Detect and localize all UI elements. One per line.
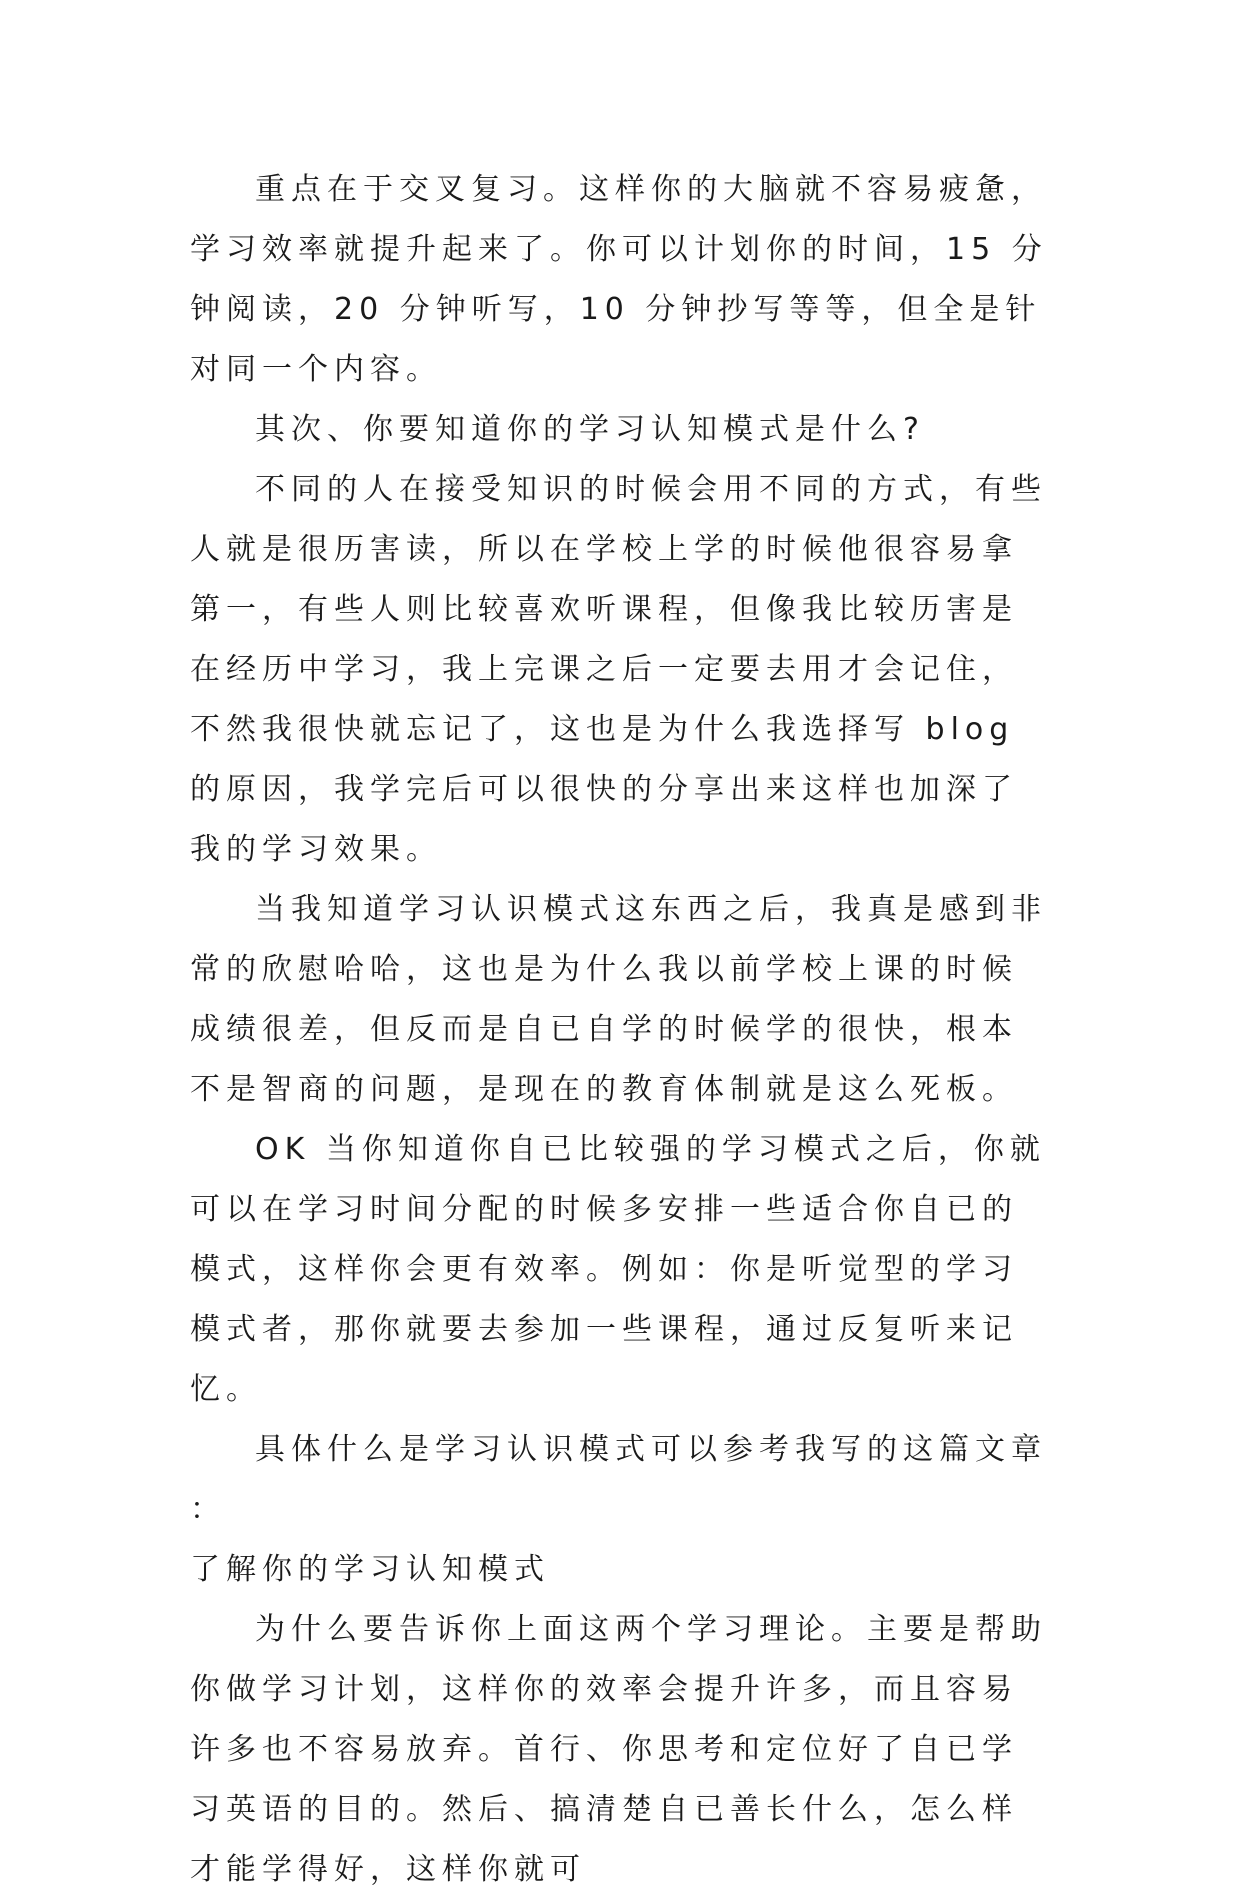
paragraph-reference: 具体什么是学习认识模式可以参考我写的这篇文章 ： — [190, 1432, 1047, 1527]
paragraph-different-ways: 不同的人在接受知识的时候会用不同的方式，有些人就是很历害读，所以在学校上学的时候他很容易拿第一，有些人则比较喜欢听课程，但像我比较历害是在经历中学习，我上完课之后一定要去用才会记住，不然我很快就忘记了，这也是为什么我选择写 blog 的原因，我学完后可以很快的分享出来这样也加深了我的学习效果。 — [190, 472, 1047, 867]
paragraph-learning-mode-question: 其次、你要知道你的学习认知模式是什么? — [255, 412, 925, 447]
paragraph-cross-review: 重点在于交叉复习。这样你的大脑就不容易疲惫，学习效率就提升起来了。你可以计划你的时间，15 分钟阅读，20 分钟听写，10 分钟抄写等等，但全是针对同一个内容。 — [190, 172, 1048, 387]
document-body — [190, 160, 1050, 1900]
paragraph-ok-mode: OK 当你知道你自已比较强的学习模式之后，你就可以在学习时间分配的时候多安排一些适合你自已的模式，这样你会更有效率。例如：你是听觉型的学习模式者，那你就要去参加一些课程，通过反复听来记忆。 — [190, 1132, 1046, 1407]
paragraph-relief: 当我知道学习认识模式这东西之后，我真是感到非常的欣慰哈哈，这也是为什么我以前学校上课的时候成绩很差，但反而是自已自学的时候学的很快，根本不是智商的问题，是现在的教育体制就是这么死板。 — [190, 892, 1047, 1107]
paragraph-article-title: 了解你的学习认知模式 — [190, 1552, 550, 1587]
paragraph-why-theories: 为什么要告诉你上面这两个学习理论。主要是帮助你做学习计划，这样你的效率会提升许多，而且容易许多也不容易放弃。首行、你思考和定位好了自已学习英语的目的。然后、搞清楚自已善长什么，怎么样才能学得好，这样你就可 — [190, 1612, 1047, 1887]
